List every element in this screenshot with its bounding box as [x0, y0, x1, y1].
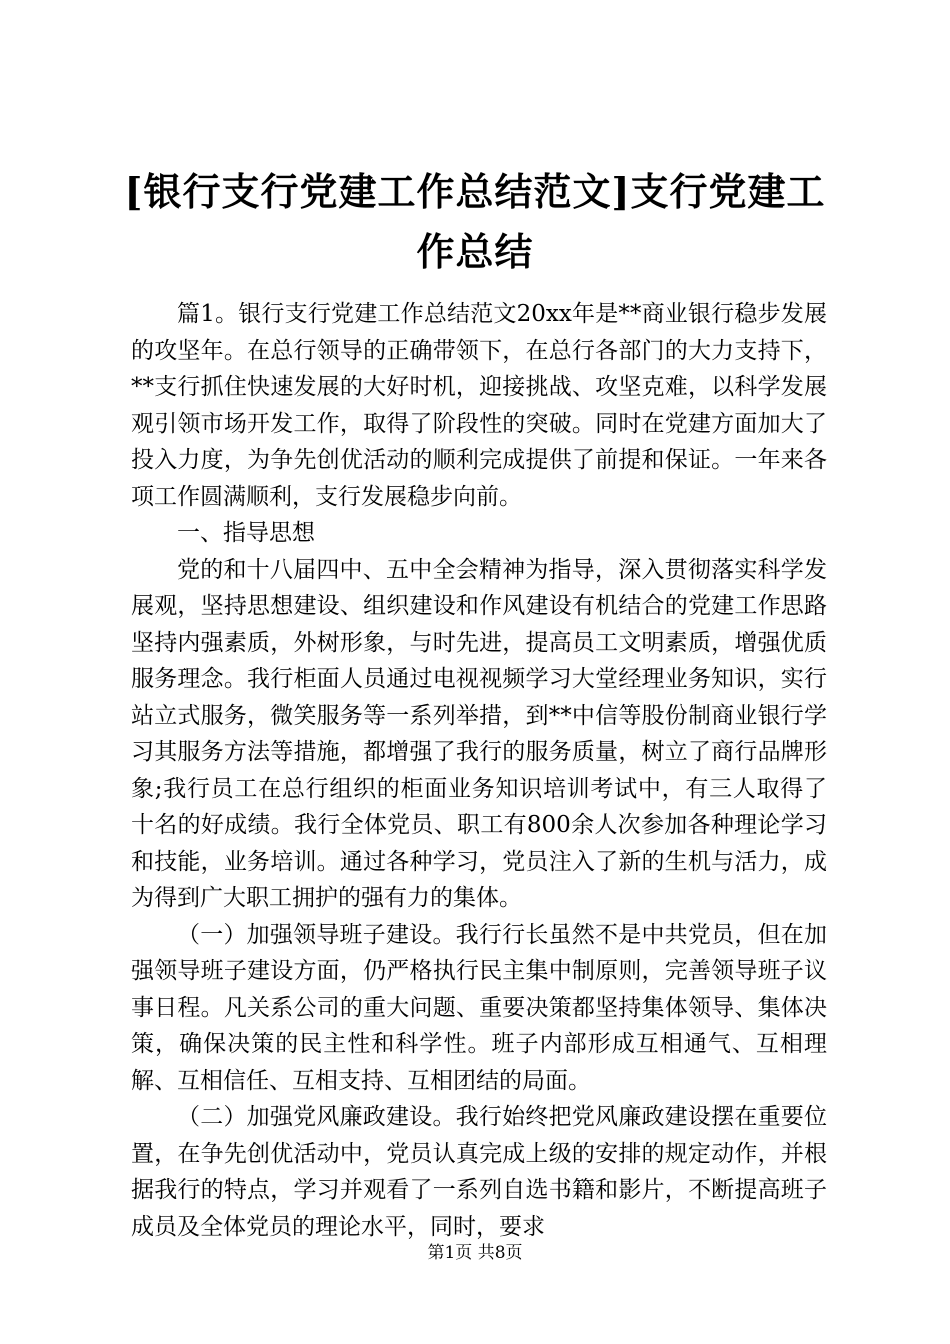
- document-title: [银行支行党建工作总结范文]支行党建工作总结: [124, 169, 826, 274]
- paragraph-intro: 篇1。银行支行党建工作总结范文20xx年是**商业银行稳步发展的攻坚年。在总行领导的正确带领下，在总行各部门的大力支持下，**支行抓住快速发展的大好时机，迎接挑战、攻坚克难，以科学发展观引领市场开发工作，取得了阶段性的突破。同时在党建方面加大了投入力度，为争先创优活动的顺利完成提供了前提和保证。一年来各项工作圆满顺利，支行发展稳步向前。: [131, 301, 827, 510]
- document-body: [131, 296, 827, 1245]
- paragraph-leadership-building: （一）加强领导班子建设。我行行长虽然不是中共党员，但在加强领导班子建设方面，仍严格执行民主集中制原则，完善领导班子议事日程。凡关系公司的重大问题、重要决策都坚持集体领导、集体决策，确保决策的民主性和科学性。班子内部形成互相通气、互相理解、互相信任、互相支持、互相团结的局面。: [131, 921, 827, 1094]
- section-heading-guiding-ideology: 一、指导思想: [177, 520, 315, 546]
- paragraph-integrity-building: （二）加强党风廉政建设。我行始终把党风廉政建设摆在重要位置，在争先创优活动中，党员认真完成上级的安排的规定动作，并根据我行的特点，学习并观看了一系列自选书籍和影片，不断提高班子成员及全体党员的理论水平，同时，要求: [131, 1104, 827, 1240]
- page-footer: 第1页 共8页: [427, 1243, 523, 1263]
- paragraph-guiding-ideology: 党的和十八届四中、五中全会精神为指导，深入贯彻落实科学发展观，坚持思想建设、组织建设和作风建设有机结合的党建工作思路坚持内强素质，外树形象，与时先进，提高员工文明素质，增强优质服务理念。我行柜面人员通过电视视频学习大堂经理业务知识，实行站立式服务，微笑服务等一系列举措，到**中信等股份制商业银行学习其服务方法等措施，都增强了我行的服务质量，树立了商行品牌形象;我行员工在总行组织的柜面业务知识培训考试中，有三人取得了十名的好成绩。我行全体党员、职工有800余人次参加各种理论学习和技能，业务培训。通过各种学习，党员注入了新的生机与活力，成为得到广大职工拥护的强有力的集体。: [131, 556, 827, 911]
